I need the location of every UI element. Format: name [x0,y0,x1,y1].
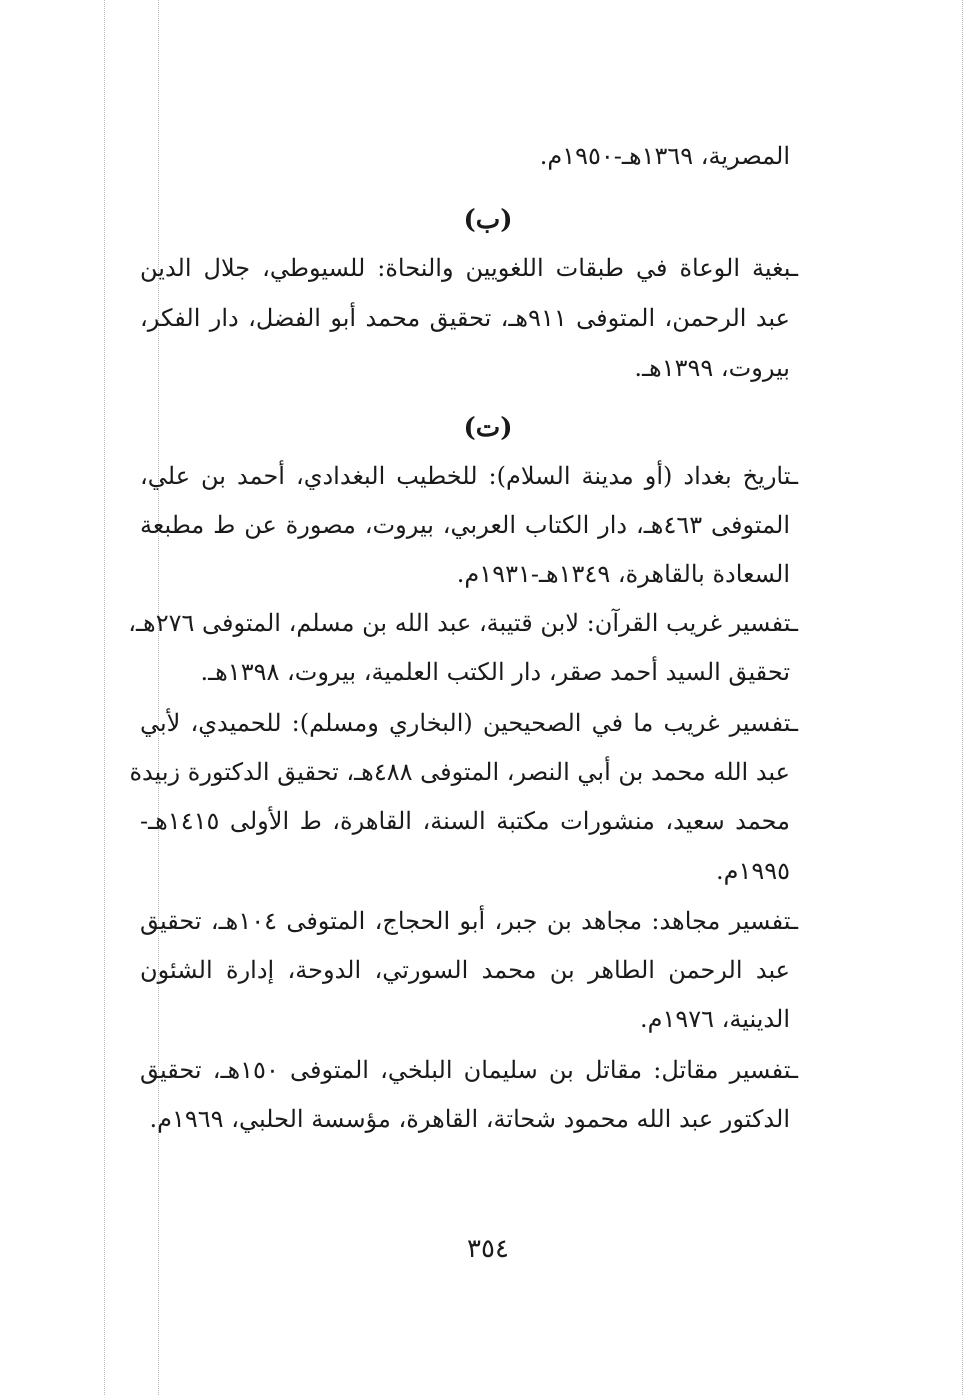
entry-line: تحقيق السيد أحمد صقر، دار الكتب العلمية، بيروت، ١٣٩٨هـ. [200,658,790,686]
entry-line: عبد الرحمن الطاهر بن محمد السورتي، الدوحة، إدارة الشئون [140,956,790,984]
text-line: المصرية، ١٣٦٩هـ-١٩٥٠م. [539,142,790,170]
entry-line: المتوفى ٤٦٣هـ، دار الكتاب العربي، بيروت، مصورة عن ط مطبعة [140,511,790,539]
entry-line: ـتفسير غريب ما في الصحيحين (البخاري ومسلم): للحميدي، لأبي [140,709,798,737]
entry-line: السعادة بالقاهرة، ١٣٤٩هـ-١٩٣١م. [456,560,790,588]
entry-line: عبد الرحمن، المتوفى ٩١١هـ، تحقيق محمد أبو الفضل، دار الفكر، [140,304,790,332]
entry-line: ـتفسير غريب القرآن: لابن قتيبة، عبد الله بن مسلم، المتوفى ٢٧٦هـ، [128,609,798,637]
entry-line: ـبغية الوعاة في طبقات اللغويين والنحاة: للسيوطي، جلال الدين [140,254,798,282]
section-heading-b: (ب) [463,205,513,235]
entry-line: الدينية، ١٩٧٦م. [639,1005,790,1033]
entry-line: عبد الله محمد بن أبي النصر، المتوفى ٤٨٨هـ، تحقيق الدكتورة زبيدة [129,758,790,786]
entry-line: ـتفسير مقاتل: مقاتل بن سليمان البلخي، المتوفى ١٥٠هـ، تحقيق [140,1056,798,1084]
entry-line: محمد سعيد، منشورات مكتبة السنة، القاهرة، ط الأولى ١٤١٥هـ- [140,807,790,835]
entry-line: بيروت، ١٣٩٩هـ. [634,354,790,382]
entry-line: الدكتور عبد الله محمود شحاتة، القاهرة، مؤسسة الحلبي، ١٩٦٩م. [149,1105,790,1133]
entry-line: ١٩٩٥م. [715,857,790,885]
entry-line: ـتفسير مجاهد: مجاهد بن جبر، أبو الحجاج، المتوفى ١٠٤هـ، تحقيق [140,907,798,935]
entry-line: ـتاريخ بغداد (أو مدينة السلام): للخطيب البغدادي، أحمد بن علي، [140,462,798,490]
page-number: ٣٥٤ [467,1234,509,1264]
section-heading-t: (ت) [463,413,513,443]
